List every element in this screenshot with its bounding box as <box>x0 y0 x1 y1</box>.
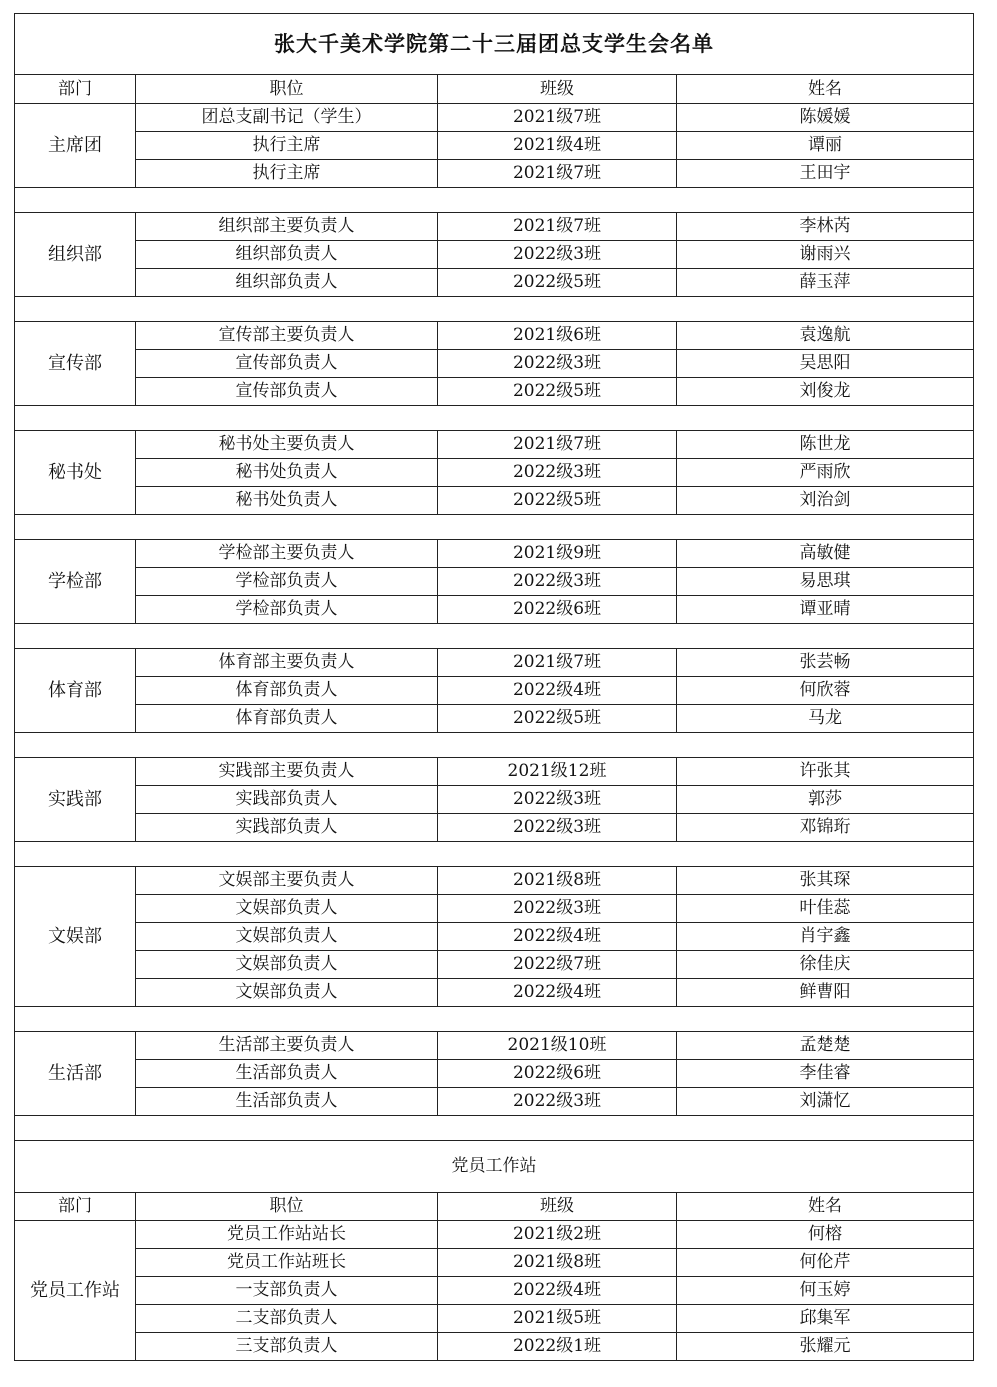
member-row <box>15 814 974 842</box>
member-row <box>15 677 974 705</box>
position-cell: 生活部负责人 <box>136 1060 438 1088</box>
member-row <box>15 649 974 677</box>
position-cell: 体育部负责人 <box>136 677 438 705</box>
position-cell: 党员工作站站长 <box>136 1221 438 1249</box>
member-row <box>15 1277 974 1305</box>
member-name-cell: 马龙 <box>677 705 974 733</box>
department-name-cell: 文娱部 <box>15 867 136 1007</box>
class-cell: 2021级10班 <box>438 1032 677 1060</box>
member-row <box>15 1249 974 1277</box>
member-name-cell: 何榕 <box>677 1221 974 1249</box>
member-name-cell: 邓锦珩 <box>677 814 974 842</box>
member-name-cell: 何玉婷 <box>677 1277 974 1305</box>
spacer-cell <box>15 188 974 213</box>
section-header-class: 班级 <box>438 1193 677 1221</box>
position-cell: 体育部负责人 <box>136 705 438 733</box>
member-name-cell: 刘俊龙 <box>677 378 974 406</box>
member-row <box>15 213 974 241</box>
spacer-row <box>15 406 974 431</box>
class-cell: 2022级3班 <box>438 241 677 269</box>
member-row <box>15 867 974 895</box>
member-row <box>15 1032 974 1060</box>
position-cell: 宣传部负责人 <box>136 350 438 378</box>
position-cell: 执行主席 <box>136 160 438 188</box>
member-row <box>15 487 974 515</box>
class-cell: 2021级7班 <box>438 213 677 241</box>
class-cell: 2022级4班 <box>438 677 677 705</box>
position-cell: 宣传部主要负责人 <box>136 322 438 350</box>
class-cell: 2021级8班 <box>438 867 677 895</box>
member-row <box>15 1305 974 1333</box>
member-name-cell: 许张其 <box>677 758 974 786</box>
position-cell: 党员工作站班长 <box>136 1249 438 1277</box>
class-cell: 2022级3班 <box>438 459 677 487</box>
position-cell: 文娱部负责人 <box>136 979 438 1007</box>
spacer-row <box>15 515 974 540</box>
member-row <box>15 322 974 350</box>
class-cell: 2021级2班 <box>438 1221 677 1249</box>
class-cell: 2022级3班 <box>438 350 677 378</box>
header-row <box>15 75 974 104</box>
spacer-cell <box>15 624 974 649</box>
member-name-cell: 张其琛 <box>677 867 974 895</box>
department-name-cell: 宣传部 <box>15 322 136 406</box>
member-name-cell: 谭丽 <box>677 132 974 160</box>
class-cell: 2021级8班 <box>438 1249 677 1277</box>
position-cell: 文娱部负责人 <box>136 951 438 979</box>
member-name-cell: 吴思阳 <box>677 350 974 378</box>
class-cell: 2022级6班 <box>438 1060 677 1088</box>
position-cell: 体育部主要负责人 <box>136 649 438 677</box>
member-name-cell: 陈媛媛 <box>677 104 974 132</box>
class-cell: 2021级5班 <box>438 1305 677 1333</box>
member-name-cell: 郭莎 <box>677 786 974 814</box>
member-name-cell: 何伦芹 <box>677 1249 974 1277</box>
spacer-cell <box>15 515 974 540</box>
member-row <box>15 979 974 1007</box>
position-cell: 学检部负责人 <box>136 596 438 624</box>
member-name-cell: 李林芮 <box>677 213 974 241</box>
member-name-cell: 刘治剑 <box>677 487 974 515</box>
position-cell: 秘书处主要负责人 <box>136 431 438 459</box>
position-cell: 学检部负责人 <box>136 568 438 596</box>
class-cell: 2022级5班 <box>438 269 677 297</box>
position-cell: 实践部主要负责人 <box>136 758 438 786</box>
spacer-cell <box>15 733 974 758</box>
class-cell: 2021级9班 <box>438 540 677 568</box>
member-row <box>15 1088 974 1116</box>
spacer-cell <box>15 1007 974 1032</box>
position-cell: 生活部主要负责人 <box>136 1032 438 1060</box>
member-name-cell: 严雨欣 <box>677 459 974 487</box>
member-name-cell: 薛玉萍 <box>677 269 974 297</box>
class-cell: 2021级12班 <box>438 758 677 786</box>
spacer-row <box>15 624 974 649</box>
position-cell: 秘书处负责人 <box>136 459 438 487</box>
member-name-cell: 何欣蓉 <box>677 677 974 705</box>
section-header-position: 职位 <box>136 1193 438 1221</box>
class-cell: 2022级4班 <box>438 979 677 1007</box>
member-row <box>15 568 974 596</box>
spacer-row <box>15 297 974 322</box>
department-name-cell: 组织部 <box>15 213 136 297</box>
class-cell: 2022级3班 <box>438 786 677 814</box>
department-name-cell: 实践部 <box>15 758 136 842</box>
member-row <box>15 758 974 786</box>
class-cell: 2021级7班 <box>438 104 677 132</box>
position-cell: 一支部负责人 <box>136 1277 438 1305</box>
position-cell: 宣传部负责人 <box>136 378 438 406</box>
member-name-cell: 李佳睿 <box>677 1060 974 1088</box>
member-row <box>15 705 974 733</box>
position-cell: 学检部主要负责人 <box>136 540 438 568</box>
position-cell: 三支部负责人 <box>136 1333 438 1361</box>
member-row <box>15 895 974 923</box>
position-cell: 组织部负责人 <box>136 241 438 269</box>
department-name-cell: 秘书处 <box>15 431 136 515</box>
header-department: 部门 <box>15 75 136 104</box>
department-name-cell: 体育部 <box>15 649 136 733</box>
class-cell: 2022级6班 <box>438 596 677 624</box>
class-cell: 2022级4班 <box>438 923 677 951</box>
class-cell: 2022级4班 <box>438 1277 677 1305</box>
position-cell: 文娱部主要负责人 <box>136 867 438 895</box>
class-cell: 2022级3班 <box>438 814 677 842</box>
member-row <box>15 431 974 459</box>
member-name-cell: 孟楚楚 <box>677 1032 974 1060</box>
member-name-cell: 刘潇忆 <box>677 1088 974 1116</box>
position-cell: 文娱部负责人 <box>136 895 438 923</box>
department-name-cell: 党员工作站 <box>15 1221 136 1361</box>
spacer-cell <box>15 1116 974 1141</box>
class-cell: 2022级5班 <box>438 378 677 406</box>
header-position: 职位 <box>136 75 438 104</box>
roster-table <box>14 13 974 1361</box>
member-row <box>15 269 974 297</box>
section-header-department: 部门 <box>15 1193 136 1221</box>
class-cell: 2021级7班 <box>438 431 677 459</box>
spacer-cell <box>15 406 974 431</box>
member-name-cell: 鲜曹阳 <box>677 979 974 1007</box>
class-cell: 2022级3班 <box>438 568 677 596</box>
department-name-cell: 学检部 <box>15 540 136 624</box>
spacer-row <box>15 188 974 213</box>
spacer-row <box>15 1116 974 1141</box>
member-name-cell: 谢雨兴 <box>677 241 974 269</box>
roster-body <box>15 14 974 1361</box>
member-name-cell: 徐佳庆 <box>677 951 974 979</box>
member-row <box>15 1221 974 1249</box>
member-row <box>15 923 974 951</box>
class-cell: 2021级7班 <box>438 160 677 188</box>
spacer-row <box>15 733 974 758</box>
member-name-cell: 张芸畅 <box>677 649 974 677</box>
member-name-cell: 叶佳蕊 <box>677 895 974 923</box>
class-cell: 2022级5班 <box>438 487 677 515</box>
member-name-cell: 邱集军 <box>677 1305 974 1333</box>
spacer-row <box>15 842 974 867</box>
class-cell: 2021级6班 <box>438 322 677 350</box>
position-cell: 二支部负责人 <box>136 1305 438 1333</box>
member-row <box>15 596 974 624</box>
department-name-cell: 生活部 <box>15 1032 136 1116</box>
class-cell: 2021级4班 <box>438 132 677 160</box>
member-name-cell: 王田宇 <box>677 160 974 188</box>
section-title-row <box>15 1141 974 1193</box>
position-cell: 生活部负责人 <box>136 1088 438 1116</box>
class-cell: 2022级3班 <box>438 895 677 923</box>
member-row <box>15 132 974 160</box>
member-row <box>15 540 974 568</box>
section-title: 党员工作站 <box>15 1141 974 1193</box>
position-cell: 实践部负责人 <box>136 814 438 842</box>
header-name: 姓名 <box>677 75 974 104</box>
member-name-cell: 陈世龙 <box>677 431 974 459</box>
member-name-cell: 张耀元 <box>677 1333 974 1361</box>
section-header-row <box>15 1193 974 1221</box>
class-cell: 2022级3班 <box>438 1088 677 1116</box>
member-row <box>15 459 974 487</box>
position-cell: 组织部主要负责人 <box>136 213 438 241</box>
position-cell: 组织部负责人 <box>136 269 438 297</box>
member-row <box>15 160 974 188</box>
title-row <box>15 14 974 75</box>
department-name-cell: 主席团 <box>15 104 136 188</box>
member-row <box>15 378 974 406</box>
class-cell: 2022级1班 <box>438 1333 677 1361</box>
spacer-row <box>15 1007 974 1032</box>
member-row <box>15 786 974 814</box>
member-row <box>15 241 974 269</box>
document-title: 张大千美术学院第二十三届团总支学生会名单 <box>15 14 974 75</box>
section-header-name: 姓名 <box>677 1193 974 1221</box>
class-cell: 2022级5班 <box>438 705 677 733</box>
spacer-cell <box>15 297 974 322</box>
member-row <box>15 350 974 378</box>
spacer-cell <box>15 842 974 867</box>
member-row <box>15 1333 974 1361</box>
class-cell: 2022级7班 <box>438 951 677 979</box>
position-cell: 文娱部负责人 <box>136 923 438 951</box>
member-name-cell: 高敏健 <box>677 540 974 568</box>
member-name-cell: 袁逸航 <box>677 322 974 350</box>
member-name-cell: 肖宇鑫 <box>677 923 974 951</box>
position-cell: 实践部负责人 <box>136 786 438 814</box>
position-cell: 秘书处负责人 <box>136 487 438 515</box>
header-class: 班级 <box>438 75 677 104</box>
member-name-cell: 易思琪 <box>677 568 974 596</box>
position-cell: 执行主席 <box>136 132 438 160</box>
class-cell: 2021级7班 <box>438 649 677 677</box>
member-row <box>15 951 974 979</box>
member-row <box>15 104 974 132</box>
member-name-cell: 谭亚晴 <box>677 596 974 624</box>
position-cell: 团总支副书记（学生） <box>136 104 438 132</box>
member-row <box>15 1060 974 1088</box>
